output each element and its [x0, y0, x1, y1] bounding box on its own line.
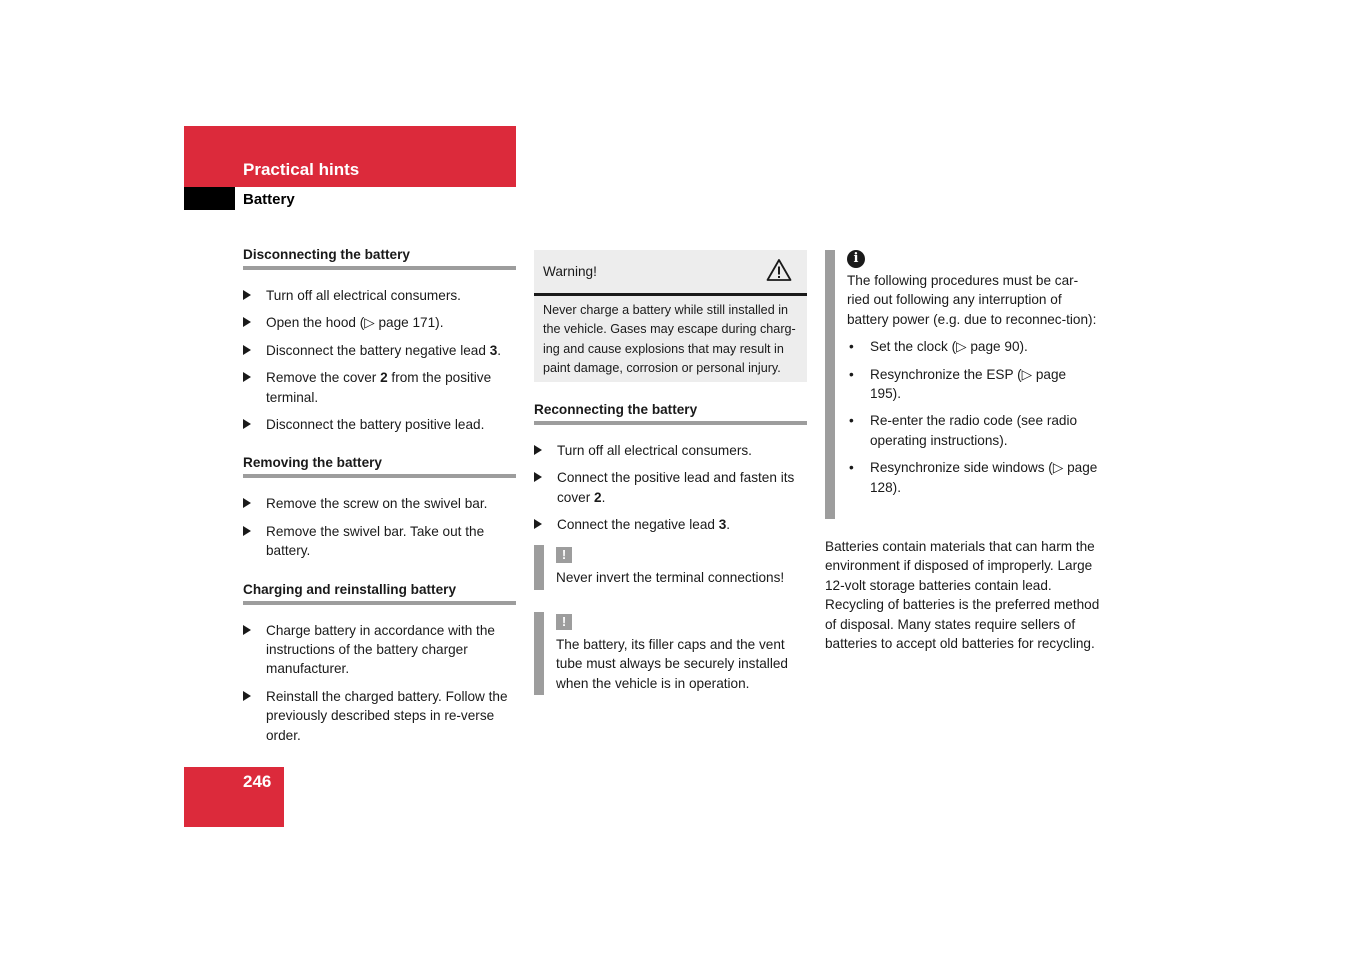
heading-removing: Removing the battery [243, 453, 516, 478]
warning-text: Never charge a battery while still installed in the vehicle. Gases may escape during charg-ing and cause explosions that may result in paint damage, corrosion or personal injury. [543, 303, 796, 376]
bullet-triangle-icon [243, 526, 251, 536]
note-bar [534, 612, 544, 695]
heading-disconnecting: Disconnecting the battery [243, 245, 516, 270]
list-item: Connect the positive lead and fasten its cover 2. [534, 468, 807, 507]
info-intro: The following procedures must be car-ried out following any interruption of battery power (e.g. due to reconnec-tion): [847, 273, 1097, 327]
bullet-triangle-icon [243, 372, 251, 382]
bullet-triangle-icon [243, 498, 251, 508]
column-left [243, 245, 516, 753]
list-item: • Resynchronize the ESP (▷ page 195). [847, 365, 1100, 404]
bullet-triangle-icon [243, 317, 251, 327]
section-title: Battery [243, 191, 295, 208]
list-item: Remove the screw on the swivel bar. [243, 494, 516, 513]
bullet-triangle-icon [534, 445, 542, 455]
section-tab-marker [184, 187, 235, 210]
environment-paragraph: Batteries contain materials that can harm the environment if disposed of improperly. Large 12-volt storage batteries contain lead. Recycling of batteries is the preferred method of disposal. Many states require sellers of batteries to accept old batteries for recycling. [825, 539, 1100, 652]
warning-box [534, 250, 807, 382]
charge-steps [243, 621, 516, 745]
list-item: Open the hood (▷ page 171). [243, 313, 516, 332]
bullet-triangle-icon [243, 691, 251, 701]
warning-title: Warning! [543, 264, 597, 279]
note-bar [825, 250, 835, 519]
exclamation-icon: ! [556, 547, 572, 563]
remove-steps [243, 494, 516, 560]
bullet-triangle-icon [243, 345, 251, 355]
info-note [825, 250, 1100, 519]
bullet-triangle-icon [243, 290, 251, 300]
list-item: Remove the swivel bar. Take out the battery. [243, 522, 516, 561]
caution-note-1 [534, 545, 807, 590]
heading-charging: Charging and reinstalling battery [243, 580, 516, 605]
list-item: • Re-enter the radio code (see radio operating instructions). [847, 411, 1100, 450]
note-bar [534, 545, 544, 590]
caution-note-2 [534, 612, 807, 695]
list-item: Turn off all electrical consumers. [243, 286, 516, 305]
list-item: Disconnect the battery negative lead 3. [243, 341, 516, 360]
caution-text: The battery, its filler caps and the vent tube must always be securely installed when the vehicle is in operation. [556, 637, 788, 691]
warning-header [534, 250, 807, 296]
info-list [847, 337, 1100, 497]
list-item: Reinstall the charged battery. Follow the previously described steps in re-verse order. [243, 687, 516, 745]
bullet-triangle-icon [243, 419, 251, 429]
list-item: Connect the negative lead 3. [534, 515, 807, 534]
info-icon: i [847, 250, 865, 268]
reconnect-section [534, 400, 807, 543]
reconnect-steps [534, 441, 807, 535]
disconnect-steps [243, 286, 516, 434]
list-item: • Set the clock (▷ page 90). [847, 337, 1100, 356]
caution-text: Never invert the terminal connections! [556, 570, 785, 585]
page-number: 246 [243, 772, 272, 791]
heading-reconnecting: Reconnecting the battery [534, 400, 807, 425]
list-item: Charge battery in accordance with the instructions of the battery charger manufacturer. [243, 621, 516, 679]
chapter-title: Practical hints [243, 160, 360, 179]
bullet-triangle-icon [243, 625, 251, 635]
bullet-triangle-icon [534, 472, 542, 482]
list-item: Disconnect the battery positive lead. [243, 415, 516, 434]
exclamation-icon: ! [556, 614, 572, 630]
list-item: Remove the cover 2 from the positive terminal. [243, 368, 516, 407]
warning-triangle-icon [766, 258, 792, 287]
list-item: • Resynchronize side windows (▷ page 128). [847, 458, 1100, 497]
list-item: Turn off all electrical consumers. [534, 441, 807, 460]
bullet-triangle-icon [534, 519, 542, 529]
